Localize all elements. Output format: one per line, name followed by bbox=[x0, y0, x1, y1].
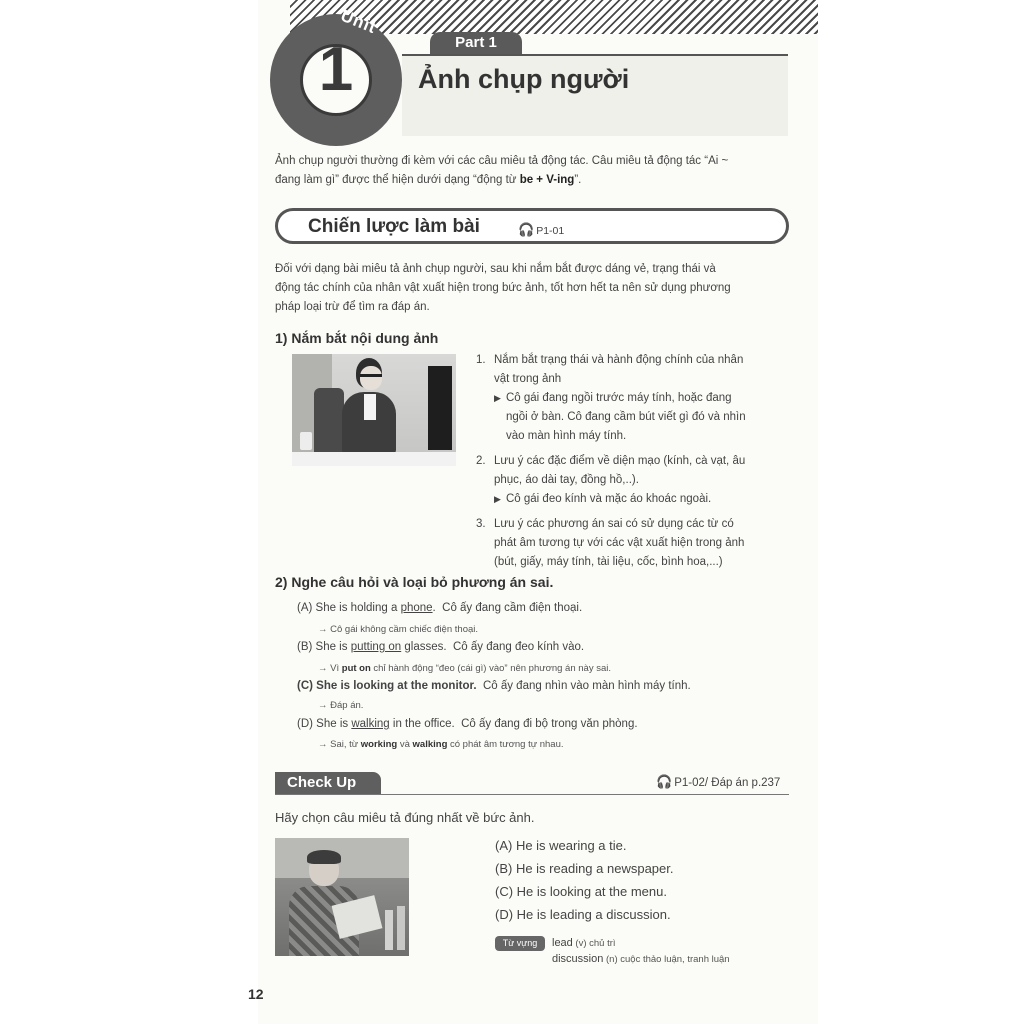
page-number: 12 bbox=[248, 986, 264, 1002]
option-d: (D) She is walking in the office. Cô ấy đang đi bộ trong văn phòng. bbox=[297, 718, 638, 730]
vocab-item: lead (v) chủ trì bbox=[552, 937, 616, 949]
strategy-line-1: Đối với dạng bài miêu tả ảnh chụp người, sau khi nắm bắt được dáng vẻ, trạng thái và bbox=[275, 263, 716, 275]
man-reading-photo bbox=[275, 838, 409, 956]
option-d-note: → Sai, từ working và walking có phát âm tương tự nhau. bbox=[318, 739, 564, 750]
part-label: Part 1 bbox=[430, 32, 522, 54]
vocab-badge: Từ vựng bbox=[495, 936, 545, 951]
unit-word: Unit bbox=[337, 5, 380, 38]
office-woman-photo bbox=[292, 354, 456, 466]
checkup-prompt: Hãy chọn câu miêu tả đúng nhất về bức ảnh. bbox=[275, 810, 535, 825]
option-c: (C) She is looking at the monitor. Cô ấy đang nhìn vào màn hình máy tính. bbox=[297, 680, 691, 692]
list-item: 1. Nắm bắt trạng thái và hành động chính của nhân vật trong ảnh ▶ Cô gái đang ngồi trước máy tính, hoặc đang ngồi ở bàn. Cô đang cầm bút viết gì đó và nhìn vào màn hình máy tính. bbox=[476, 354, 746, 442]
option-c-note: → Đáp án. bbox=[318, 700, 364, 711]
choice-c[interactable]: (C) He is looking at the menu. bbox=[495, 884, 667, 899]
section-2-heading: 2) Nghe câu hỏi và loại bỏ phương án sai. bbox=[275, 574, 554, 590]
choice-a[interactable]: (A) He is wearing a tie. bbox=[495, 838, 627, 853]
headphones-icon: 🎧 bbox=[518, 222, 535, 237]
strategy-line-3: pháp loại trừ để tìm ra đáp án. bbox=[275, 301, 430, 313]
page-title: Ảnh chụp người bbox=[418, 64, 630, 94]
list-item: 3. Lưu ý các phương án sai có sử dụng các từ có phát âm tương tự với các vật xuất hiện trong ảnh (bút, giấy, máy tính, tài liệu, cốc, bình hoa,...) bbox=[476, 518, 745, 568]
choice-d[interactable]: (D) He is leading a discussion. bbox=[495, 907, 671, 922]
option-b: (B) She is putting on glasses. Cô ấy đang đeo kính vào. bbox=[297, 641, 585, 653]
arrow-right-icon: ▶ bbox=[494, 494, 501, 504]
intro-line-2: đang làm gì” được thể hiện dưới dạng “động từ be + V-ing”. bbox=[275, 174, 582, 186]
option-a-note: → Cô gái không cầm chiếc điện thoại. bbox=[318, 624, 479, 635]
strategy-line-2: động tác chính của nhân vật xuất hiện trong bức ảnh, tốt hơn hết ta nên sử dụng phương bbox=[275, 282, 731, 294]
section-1-list bbox=[476, 351, 796, 578]
unit-number: 1 bbox=[318, 35, 354, 104]
strategy-title: Chiến lược làm bài bbox=[308, 216, 480, 237]
list-item: 2. Lưu ý các đặc điểm về diện mạo (kính, cà vạt, âu phục, áo dài tay, đồng hồ,..). ▶ Cô gái đeo kính và mặc áo khoác ngoài. bbox=[476, 452, 796, 509]
intro-line-1: Ảnh chụp người thường đi kèm với các câu miêu tả động tác. Câu miêu tả động tác “Ai ~ bbox=[275, 155, 729, 167]
strategy-paragraph bbox=[275, 260, 795, 317]
intro-paragraph bbox=[275, 152, 795, 190]
option-a: (A) She is holding a phone. Cô ấy đang cầm điện thoại. bbox=[297, 602, 583, 614]
section-1-heading: 1) Nắm bắt nội dung ảnh bbox=[275, 330, 439, 346]
checkup-divider bbox=[275, 794, 789, 795]
choice-b[interactable]: (B) He is reading a newspaper. bbox=[495, 861, 674, 876]
arrow-right-icon: ▶ bbox=[494, 393, 501, 403]
strategy-audio-track[interactable]: 🎧 P1-01 bbox=[518, 222, 565, 237]
vocab-item: discussion (n) cuộc thảo luận, tranh luận bbox=[552, 953, 730, 965]
checkup-label: Check Up bbox=[275, 772, 381, 794]
headphones-icon: 🎧 bbox=[656, 774, 673, 789]
option-b-note: → Vì put on chỉ hành động “đeo (cái gì) vào” nên phương án này sai. bbox=[318, 663, 611, 674]
checkup-audio-track[interactable]: 🎧 P1-02/ Đáp án p.237 bbox=[656, 774, 781, 789]
